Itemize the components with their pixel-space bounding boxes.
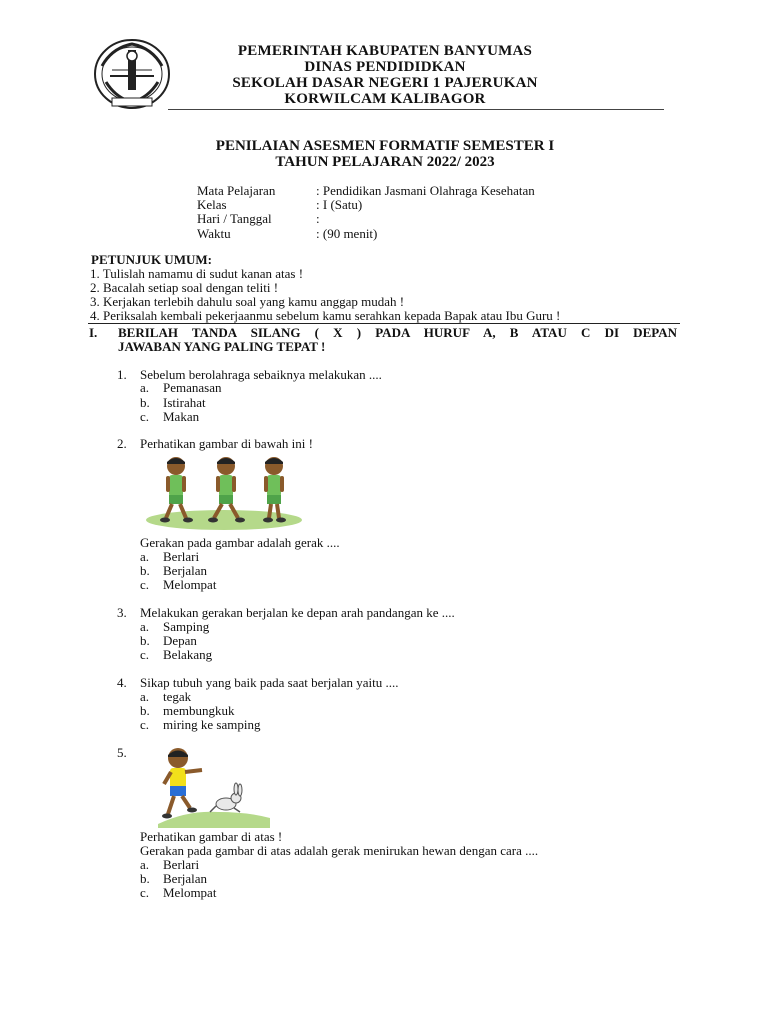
option-letter: b. [140,563,150,578]
question-text: Perhatikan gambar di bawah ini ! [140,436,313,451]
district-name: KORWILCAM KALIBAGOR [284,91,486,107]
meta-value-time: : (90 menit) [316,226,378,241]
instruction-item: 3. Kerjakan terlebih dahulu soal yang kamu anggap mudah ! [90,294,405,309]
instruction-item: 2. Bacalah setiap soal dengan teliti ! [90,280,279,295]
child-imitating-animal-illustration [158,746,272,828]
instructions-heading: PETUNJUK UMUM: [91,252,212,267]
meta-label-date: Hari / Tanggal [197,211,272,226]
option-letter: a. [140,380,150,395]
meta-value-date: : [316,211,320,226]
question-number: 2. [117,436,127,451]
question-number: 4. [117,675,127,690]
question-number: 3. [117,605,127,620]
agency-name: DINAS PENDIDIDKAN [304,59,466,75]
option-text[interactable]: miring ke samping [163,717,261,732]
meta-value-subject: : Pendidikan Jasmani Olahraga Kesehatan [316,183,535,198]
option-text[interactable]: Berlari [163,857,200,872]
meta-value-class: : I (Satu) [316,197,363,212]
school-year: TAHUN PELAJARAN 2022/ 2023 [275,154,495,170]
option-text[interactable]: Melompat [163,577,217,592]
option-letter: b. [140,871,150,886]
option-letter: c. [140,885,150,900]
option-letter: b. [140,395,150,410]
section-number: I. [89,325,98,340]
option-text[interactable]: tegak [163,689,192,704]
option-letter: c. [140,409,150,424]
option-letter: b. [140,703,150,718]
question-number: 1. [117,367,127,382]
meta-label-class: Kelas [197,197,227,212]
question-text: Sebelum berolahraga sebaiknya melakukan .... [140,367,382,382]
option-letter: c. [140,577,150,592]
option-text[interactable]: Berjalan [163,563,208,578]
section-instruction-line2: JAWABAN YANG PALING TEPAT ! [118,339,326,354]
option-letter: c. [140,647,150,662]
option-text[interactable]: Pemanasan [163,380,222,395]
option-text[interactable]: Istirahat [163,395,206,410]
exam-title: PENILAIAN ASESMEN FORMATIF SEMESTER I [215,138,555,154]
option-text[interactable]: Melompat [163,885,217,900]
option-text[interactable]: Depan [163,633,197,648]
meta-label-subject: Mata Pelajaran [197,183,276,198]
question-text: Sikap tubuh yang baik pada saat berjalan yaitu .... [140,675,399,690]
instruction-item: 1. Tulislah namamu di sudut kanan atas ! [90,266,304,281]
option-text[interactable]: Samping [163,619,210,634]
option-letter: a. [140,549,150,564]
option-letter: a. [140,857,150,872]
question-number: 5. [117,745,127,760]
question-followup: Perhatikan gambar di atas ! [140,829,283,844]
option-text[interactable]: membungkuk [163,703,235,718]
walking-children-illustration [144,452,304,532]
option-text[interactable]: Belakang [163,647,213,662]
section-instruction-line1: BERILAH TANDA SILANG ( X ) PADA HURUF A, B ATAU C DI DEPAN [118,325,677,340]
option-letter: b. [140,633,150,648]
option-text[interactable]: Berjalan [163,871,208,886]
question-followup: Gerakan pada gambar adalah gerak .... [140,535,340,550]
meta-label-time: Waktu [197,226,231,241]
instruction-item: 4. Periksalah kembali pekerjaanmu sebelum kamu serahkan kepada Bapak atau Ibu Guru ! [90,308,561,323]
gov-name: PEMERINTAH KABUPATEN BANYUMAS [237,43,533,59]
school-name: SEKOLAH DASAR NEGERI 1 PAJERUKAN [232,75,538,91]
option-text[interactable]: Berlari [163,549,200,564]
header-divider [168,109,664,110]
question-text: Gerakan pada gambar di atas adalah gerak menirukan hewan dengan cara .... [140,843,539,858]
option-letter: c. [140,717,150,732]
option-text[interactable]: Makan [163,409,200,424]
question-text: Melakukan gerakan berjalan ke depan arah pandangan ke .... [140,605,455,620]
instructions-divider [88,323,680,324]
option-letter: a. [140,689,150,704]
option-letter: a. [140,619,150,634]
